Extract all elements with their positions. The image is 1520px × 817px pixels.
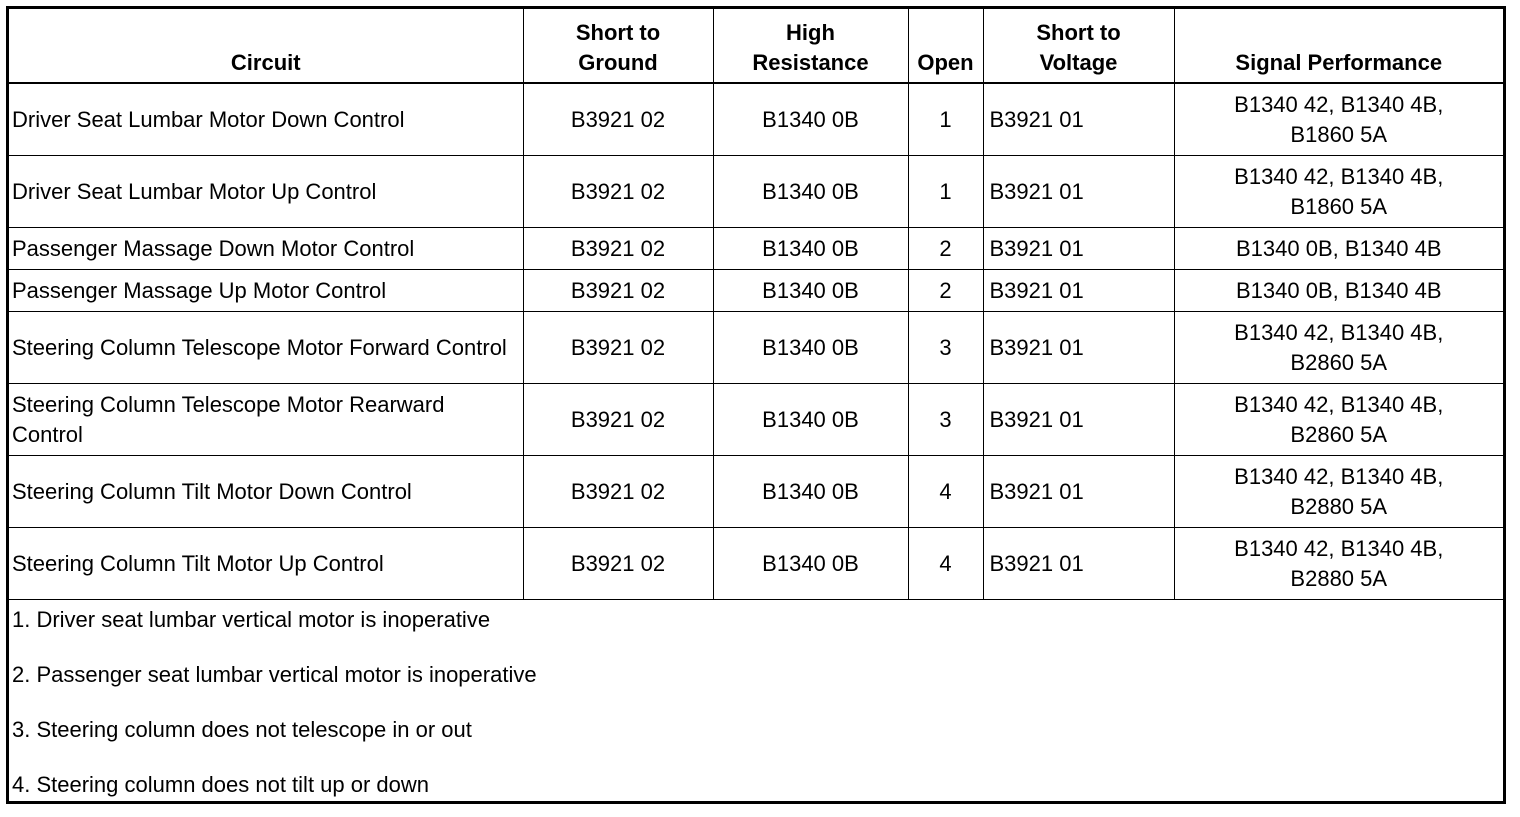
table-row [9, 156, 1503, 228]
header-signal-performance: Signal Performance [1174, 9, 1503, 83]
cell-signal-performance: B1340 42, B1340 4B, B1860 5A [1174, 156, 1503, 228]
footnote: 1. Driver seat lumbar vertical motor is inoperative [12, 607, 491, 632]
footnote: 2. Passenger seat lumbar vertical motor is inoperative [12, 662, 537, 687]
table-row [9, 384, 1503, 456]
cell-signal-performance: B1340 42, B1340 4B, B1860 5A [1174, 83, 1503, 156]
cell-short-to-ground: B3921 02 [523, 312, 713, 384]
cell-circuit: Driver Seat Lumbar Motor Down Control [9, 83, 523, 156]
cell-high-resistance: B1340 0B [713, 83, 908, 156]
cell-short-to-voltage: B3921 01 [983, 384, 1174, 456]
cell-open: 3 [908, 312, 983, 384]
header-high-resistance: High Resistance [713, 9, 908, 83]
cell-signal-performance: B1340 42, B1340 4B, B2860 5A [1174, 384, 1503, 456]
cell-open: 1 [908, 83, 983, 156]
cell-signal-performance: B1340 42, B1340 4B, B2860 5A [1174, 312, 1503, 384]
cell-signal-performance: B1340 0B, B1340 4B [1174, 270, 1503, 312]
table-row [9, 83, 1503, 156]
table-row [9, 270, 1503, 312]
footnotes [9, 597, 1503, 817]
cell-high-resistance: B1340 0B [713, 456, 908, 528]
table-row [9, 528, 1503, 600]
cell-circuit: Driver Seat Lumbar Motor Up Control [9, 156, 523, 228]
cell-open: 3 [908, 384, 983, 456]
table-header-row [9, 9, 1503, 83]
cell-open: 1 [908, 156, 983, 228]
cell-short-to-voltage: B3921 01 [983, 83, 1174, 156]
table-row [9, 228, 1503, 270]
cell-short-to-voltage: B3921 01 [983, 228, 1174, 270]
cell-short-to-voltage: B3921 01 [983, 156, 1174, 228]
dtc-table-frame [6, 6, 1506, 804]
cell-short-to-ground: B3921 02 [523, 270, 713, 312]
cell-signal-performance: B1340 42, B1340 4B, B2880 5A [1174, 528, 1503, 600]
cell-open: 2 [908, 228, 983, 270]
dtc-table [9, 9, 1503, 600]
cell-high-resistance: B1340 0B [713, 384, 908, 456]
cell-short-to-ground: B3921 02 [523, 384, 713, 456]
cell-open: 4 [908, 456, 983, 528]
cell-short-to-ground: B3921 02 [523, 228, 713, 270]
footnote: 3. Steering column does not telescope in or out [12, 717, 472, 742]
cell-short-to-voltage: B3921 01 [983, 312, 1174, 384]
table-row [9, 456, 1503, 528]
cell-open: 4 [908, 528, 983, 600]
footnote: 4. Steering column does not tilt up or down [12, 772, 430, 797]
cell-circuit: Steering Column Telescope Motor Rearward Control [9, 384, 523, 456]
cell-short-to-ground: B3921 02 [523, 156, 713, 228]
cell-signal-performance: B1340 0B, B1340 4B [1174, 228, 1503, 270]
cell-short-to-voltage: B3921 01 [983, 456, 1174, 528]
cell-high-resistance: B1340 0B [713, 312, 908, 384]
cell-signal-performance: B1340 42, B1340 4B, B2880 5A [1174, 456, 1503, 528]
cell-short-to-ground: B3921 02 [523, 83, 713, 156]
header-short-to-ground: Short to Ground [523, 9, 713, 83]
cell-open: 2 [908, 270, 983, 312]
cell-short-to-ground: B3921 02 [523, 456, 713, 528]
header-open: Open [908, 9, 983, 83]
cell-circuit: Passenger Massage Up Motor Control [9, 270, 523, 312]
cell-short-to-ground: B3921 02 [523, 528, 713, 600]
cell-short-to-voltage: B3921 01 [983, 528, 1174, 600]
cell-circuit: Steering Column Tilt Motor Down Control [9, 456, 523, 528]
cell-high-resistance: B1340 0B [713, 156, 908, 228]
cell-circuit: Passenger Massage Down Motor Control [9, 228, 523, 270]
cell-high-resistance: B1340 0B [713, 270, 908, 312]
cell-circuit: Steering Column Tilt Motor Up Control [9, 528, 523, 600]
header-short-to-voltage: Short to Voltage [983, 9, 1174, 83]
cell-high-resistance: B1340 0B [713, 228, 908, 270]
header-circuit: Circuit [9, 9, 523, 83]
cell-high-resistance: B1340 0B [713, 528, 908, 600]
table-row [9, 312, 1503, 384]
cell-short-to-voltage: B3921 01 [983, 270, 1174, 312]
cell-circuit: Steering Column Telescope Motor Forward Control [9, 312, 523, 384]
